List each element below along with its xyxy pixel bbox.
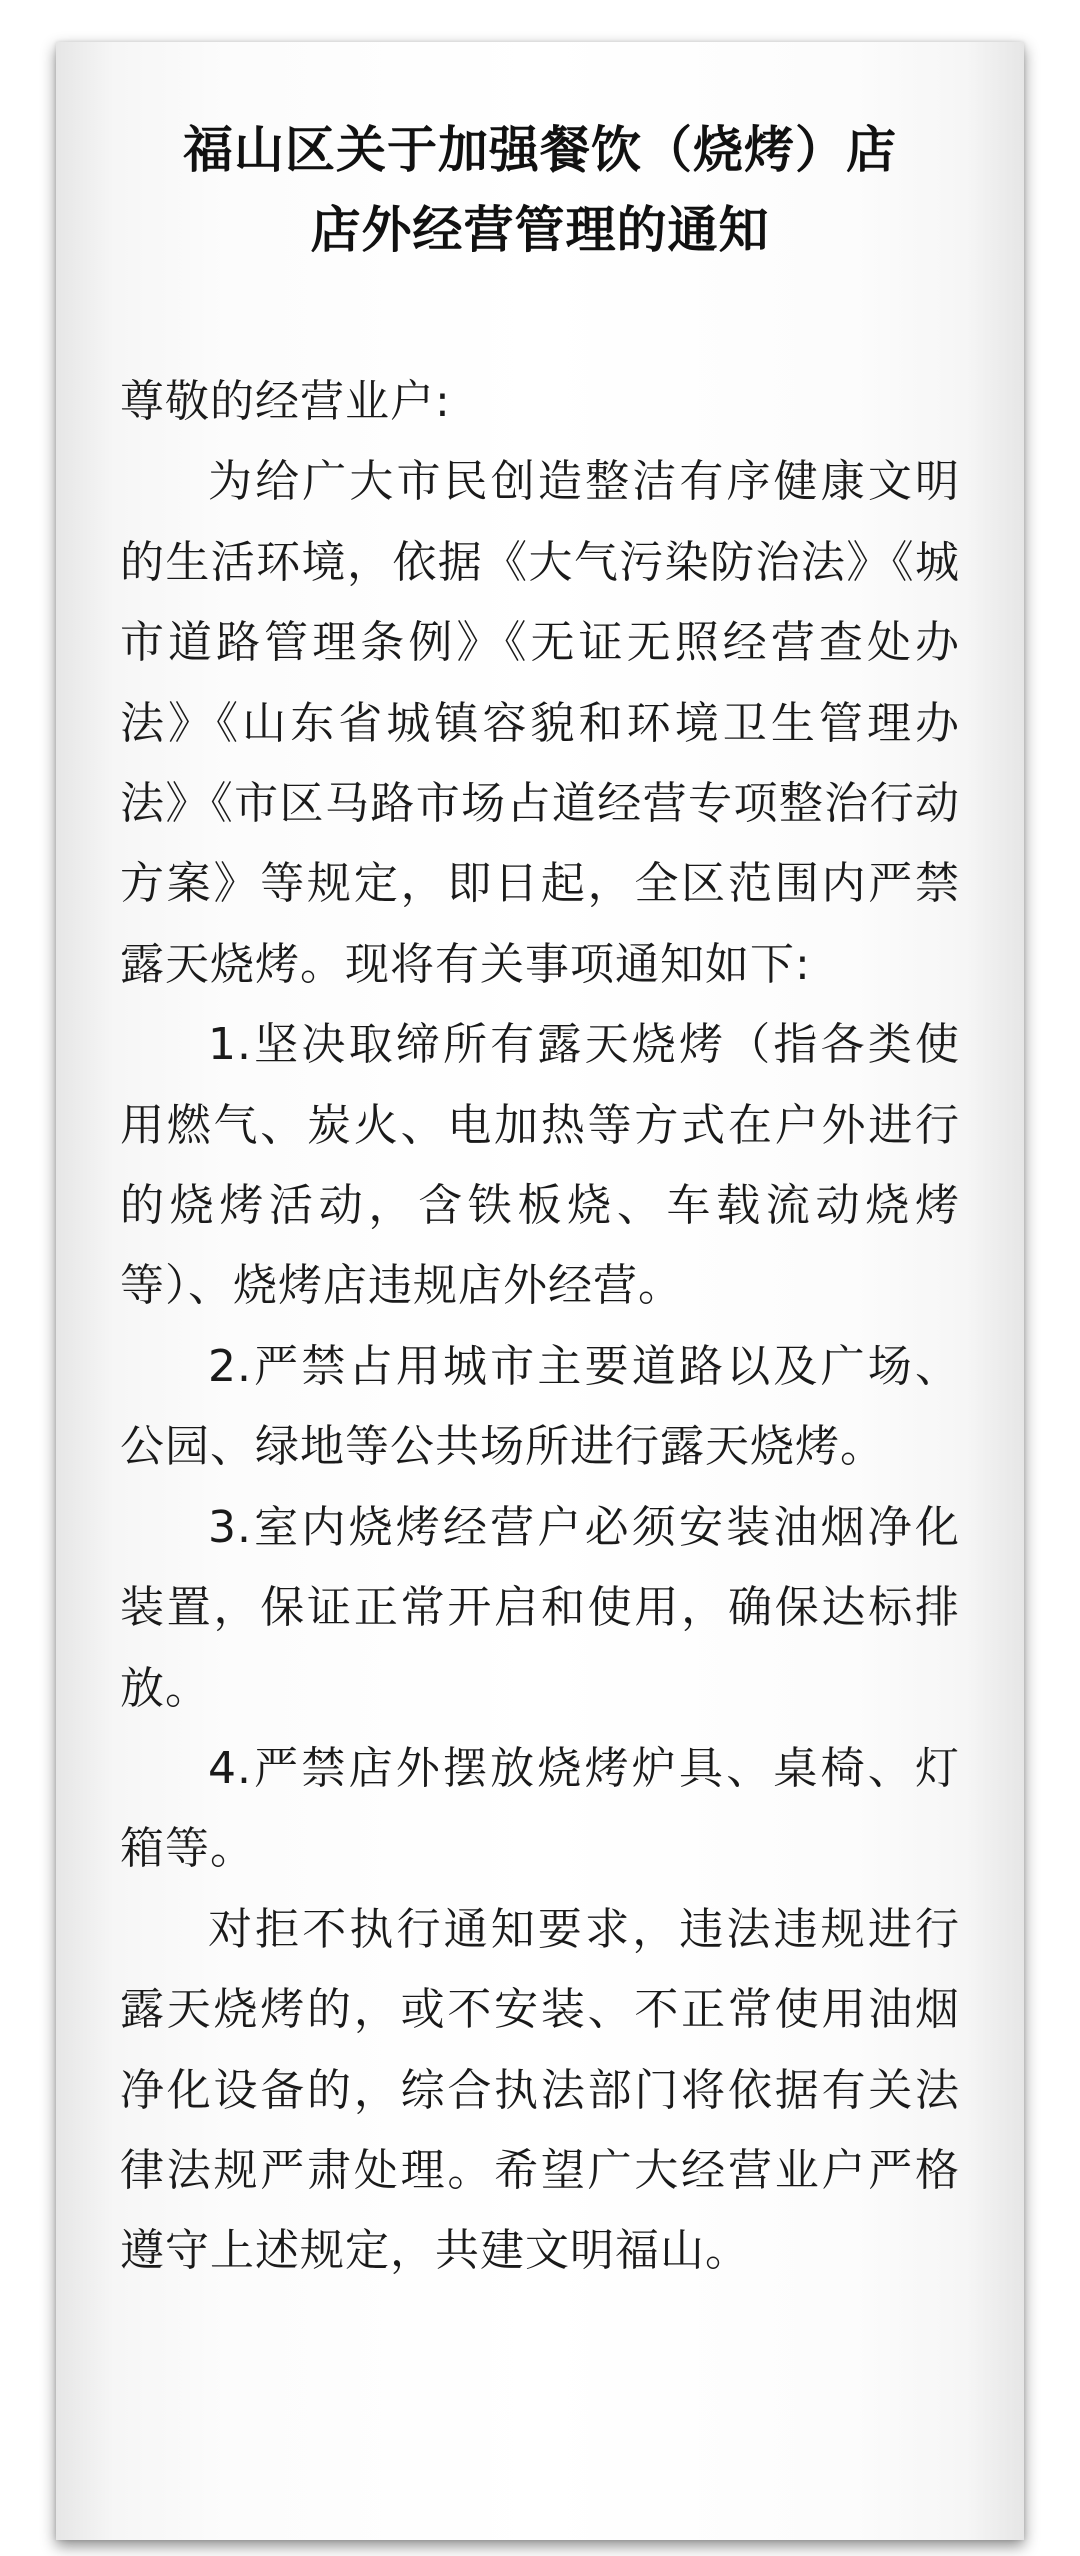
greeting: 尊敬的经营业户: [120, 376, 451, 427]
closing-paragraph: 对拒不执行通知要求，违法违规进行露天烧烤的，或不安装、不正常使用油烟净化设备的，综合执法部门将依据有关法律法规严肃处理。希望广大经营业户严格遵守上述规定，共建文明福山。 [120, 1903, 960, 2277]
item-2: 2.严禁占用城市主要道路以及广场、公园、绿地等公共场所进行露天烧烤。 [120, 1340, 960, 1473]
intro-paragraph: 为给广大市民创造整洁有序健康文明的生活环境，依据《大气污染防治法》《城市道路管理条例》《无证无照经营查处办法》《山东省城镇容貌和环境卫生管理办法》《市区马路市场占道经营专项整治行动方案》等规定，即日起，全区范围内严禁露天烧烤。现将有关事项通知如下: [120, 456, 960, 990]
item-4: 4.严禁店外摆放烧烤炉具、桌椅、灯箱等。 [120, 1742, 960, 1875]
notice-title-line-1: 福山区关于加强餐饮（烧烤）店 [183, 121, 897, 179]
notice-body [120, 362, 960, 2292]
notice-title-line-2: 店外经营管理的通知 [310, 201, 770, 259]
item-1: 1.坚决取缔所有露天烧烤（指各类使用燃气、炭火、电加热等方式在户外进行的烧烤活动，含铁板烧、车载流动烧烤等）、烧烤店违规店外经营。 [120, 1019, 960, 1312]
notice-paper [56, 42, 1024, 2540]
item-3: 3.室内烧烤经营户必须安装油烟净化装置，保证正常开启和使用，确保达标排放。 [120, 1501, 960, 1714]
